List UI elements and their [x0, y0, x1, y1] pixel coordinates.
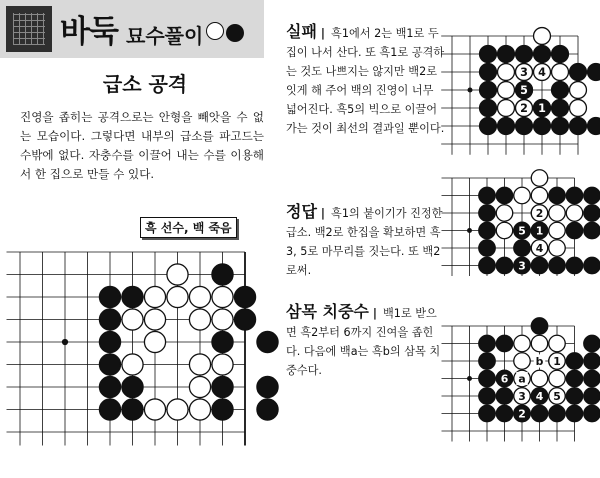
white-stone [514, 187, 530, 203]
correct-go-board [446, 172, 600, 292]
move-label: 1 [538, 102, 546, 115]
black-stone [516, 46, 533, 63]
black-stone [549, 405, 565, 421]
black-stone-icon [226, 24, 244, 42]
black-stone [588, 64, 600, 81]
hoshi-point [467, 376, 472, 381]
black-stone [584, 205, 600, 221]
black-stone [122, 286, 143, 307]
third-go-board [446, 320, 600, 450]
black-stone [480, 100, 497, 117]
black-stone [257, 399, 278, 420]
black-stone [552, 100, 569, 117]
white-stone [531, 370, 547, 386]
go-board-icon [6, 6, 52, 52]
hoshi-point [467, 228, 472, 233]
white-stone-icon [206, 22, 224, 40]
black-stone [514, 240, 530, 256]
separator: | [372, 307, 377, 320]
black-stone [549, 187, 565, 203]
black-stone [479, 205, 495, 221]
white-stone [189, 309, 210, 330]
move-label: 1 [535, 224, 544, 238]
black-stone [257, 376, 278, 397]
move-label: 5 [553, 390, 561, 403]
black-stone [212, 331, 233, 352]
black-stone [584, 222, 600, 238]
white-stone [212, 286, 233, 307]
white-stone [189, 399, 210, 420]
white-stone [498, 82, 515, 99]
white-stone [531, 170, 547, 186]
section-correct-heading: 정답 [286, 202, 317, 221]
article-title: 급소 공격 [102, 72, 188, 96]
move-label: 5 [518, 224, 526, 238]
black-stone [549, 257, 565, 273]
black-stone [531, 405, 547, 421]
black-stone [566, 353, 582, 369]
white-stone [167, 264, 188, 285]
black-stone [122, 376, 143, 397]
white-stone [144, 331, 165, 352]
separator: | [320, 27, 326, 40]
white-stone [189, 286, 210, 307]
move-label: 4 [538, 66, 546, 79]
white-stone [167, 399, 188, 420]
main-go-board [0, 240, 270, 440]
black-stone [552, 46, 569, 63]
black-stone [99, 309, 120, 330]
white-stone [570, 100, 587, 117]
black-stone [479, 370, 495, 386]
move-label: 6 [500, 372, 509, 386]
white-stone [144, 286, 165, 307]
black-stone [496, 405, 512, 421]
hoshi-point [62, 339, 68, 345]
black-stone [99, 286, 120, 307]
black-stone [234, 286, 255, 307]
move-label: 5 [520, 84, 528, 97]
black-stone [479, 335, 495, 351]
black-stone [496, 335, 512, 351]
section-fail [286, 22, 446, 138]
move-label: 4 [535, 390, 544, 403]
black-stone [479, 388, 495, 404]
white-stone [514, 353, 530, 369]
black-stone [99, 354, 120, 375]
white-stone [144, 399, 165, 420]
black-stone [531, 257, 547, 273]
black-stone [498, 46, 515, 63]
white-stone [167, 286, 188, 307]
banner-subtitle: 묘수풀이 [126, 24, 204, 48]
section-third-text: 백1로 받으면 흑2부터 6까지 진여을 좁힌다. 다음에 백a는 흑b의 삼목 치중수다. [286, 307, 441, 377]
white-stone [496, 222, 512, 238]
black-stone [479, 353, 495, 369]
black-stone [584, 187, 600, 203]
banner-title: 바둑 [60, 14, 118, 50]
black-stone [584, 388, 600, 404]
black-stone [480, 118, 497, 135]
fail-go-board [446, 30, 600, 160]
white-stone [552, 64, 569, 81]
black-stone [480, 82, 497, 99]
black-stone [480, 46, 497, 63]
white-stone [549, 370, 565, 386]
white-stone [566, 205, 582, 221]
white-stone [122, 309, 143, 330]
black-stone [566, 370, 582, 386]
black-stone [496, 388, 512, 404]
black-stone [584, 353, 600, 369]
white-stone [189, 376, 210, 397]
move-label: 3 [520, 66, 528, 79]
white-stone [549, 222, 565, 238]
black-stone [234, 309, 255, 330]
section-third-heading: 삼목 치중수 [286, 302, 369, 321]
white-stone [534, 28, 551, 45]
black-stone [566, 405, 582, 421]
black-stone [570, 64, 587, 81]
black-stone [122, 399, 143, 420]
black-stone [479, 240, 495, 256]
black-stone [552, 82, 569, 99]
move-label: 4 [535, 242, 544, 255]
white-stone [514, 335, 530, 351]
black-stone [479, 187, 495, 203]
black-stone [584, 370, 600, 386]
black-stone [99, 331, 120, 352]
move-label: 3 [518, 390, 526, 403]
black-stone [566, 257, 582, 273]
black-stone [584, 335, 600, 351]
black-stone [479, 222, 495, 238]
white-stone [189, 354, 210, 375]
hoshi-point [467, 87, 472, 92]
black-stone [584, 405, 600, 421]
white-stone [498, 64, 515, 81]
move-label: 3 [518, 259, 526, 273]
white-stone [531, 335, 547, 351]
section-correct-text: 흑1의 붙이기가 진정한 급소. 백2로 한집을 확보하면 흑3, 5로 마무리를 짓는다. 또 백2로써. [286, 207, 443, 277]
section-third [286, 302, 446, 380]
black-stone [570, 118, 587, 135]
white-stone [212, 354, 233, 375]
black-stone [498, 118, 515, 135]
black-stone [516, 118, 533, 135]
black-stone [566, 187, 582, 203]
main-board-caption: 흑 선수, 백 죽음 [140, 217, 237, 238]
black-stone [212, 399, 233, 420]
black-stone [496, 257, 512, 273]
separator: | [320, 207, 326, 220]
black-stone [99, 399, 120, 420]
white-stone [570, 82, 587, 99]
white-stone [531, 187, 547, 203]
white-stone [212, 309, 233, 330]
move-label: a [518, 372, 526, 386]
black-stone [584, 257, 600, 273]
move-label: 2 [518, 407, 526, 421]
move-label: b [535, 355, 544, 368]
black-stone [479, 405, 495, 421]
black-stone [496, 187, 512, 203]
black-stone [212, 376, 233, 397]
white-stone [549, 240, 565, 256]
intro-text: 진영을 좁히는 공격으로는 안형을 빼앗을 수 없는 모습이다. 그렇다면 내부의 급소를 파고드는 수밖에 없다. 자충수를 이끌어 내는 수를 이용해서 한 집으로 만들 수 있다. [20, 110, 264, 181]
white-stone [549, 335, 565, 351]
white-stone [122, 354, 143, 375]
section-correct [286, 202, 446, 280]
black-stone [479, 257, 495, 273]
black-stone [257, 331, 278, 352]
white-stone [144, 309, 165, 330]
section-fail-text: 흑1에서 2는 백1로 두 집이 나서 산다. 또 흑1로 공격하는 것도 나쁘지는 않지만 백2로 잇게 해 주어 백의 진영이 너무 넓어진다. 흑5의 빅으로 이끌어 가는 것이 최선의 결과일 뿐이다. [286, 27, 445, 135]
header-banner [0, 0, 264, 58]
black-stone [552, 118, 569, 135]
white-stone [496, 205, 512, 221]
black-stone [212, 264, 233, 285]
black-stone [566, 222, 582, 238]
move-label: 2 [520, 102, 528, 115]
white-stone [549, 205, 565, 221]
white-stone [498, 100, 515, 117]
black-stone [99, 376, 120, 397]
black-stone [566, 388, 582, 404]
move-label: 1 [553, 355, 561, 368]
black-stone [588, 118, 600, 135]
section-fail-heading: 실패 [286, 22, 317, 41]
black-stone [480, 64, 497, 81]
black-stone [531, 318, 547, 334]
black-stone [534, 118, 551, 135]
move-label: 2 [535, 207, 544, 220]
black-stone [534, 46, 551, 63]
